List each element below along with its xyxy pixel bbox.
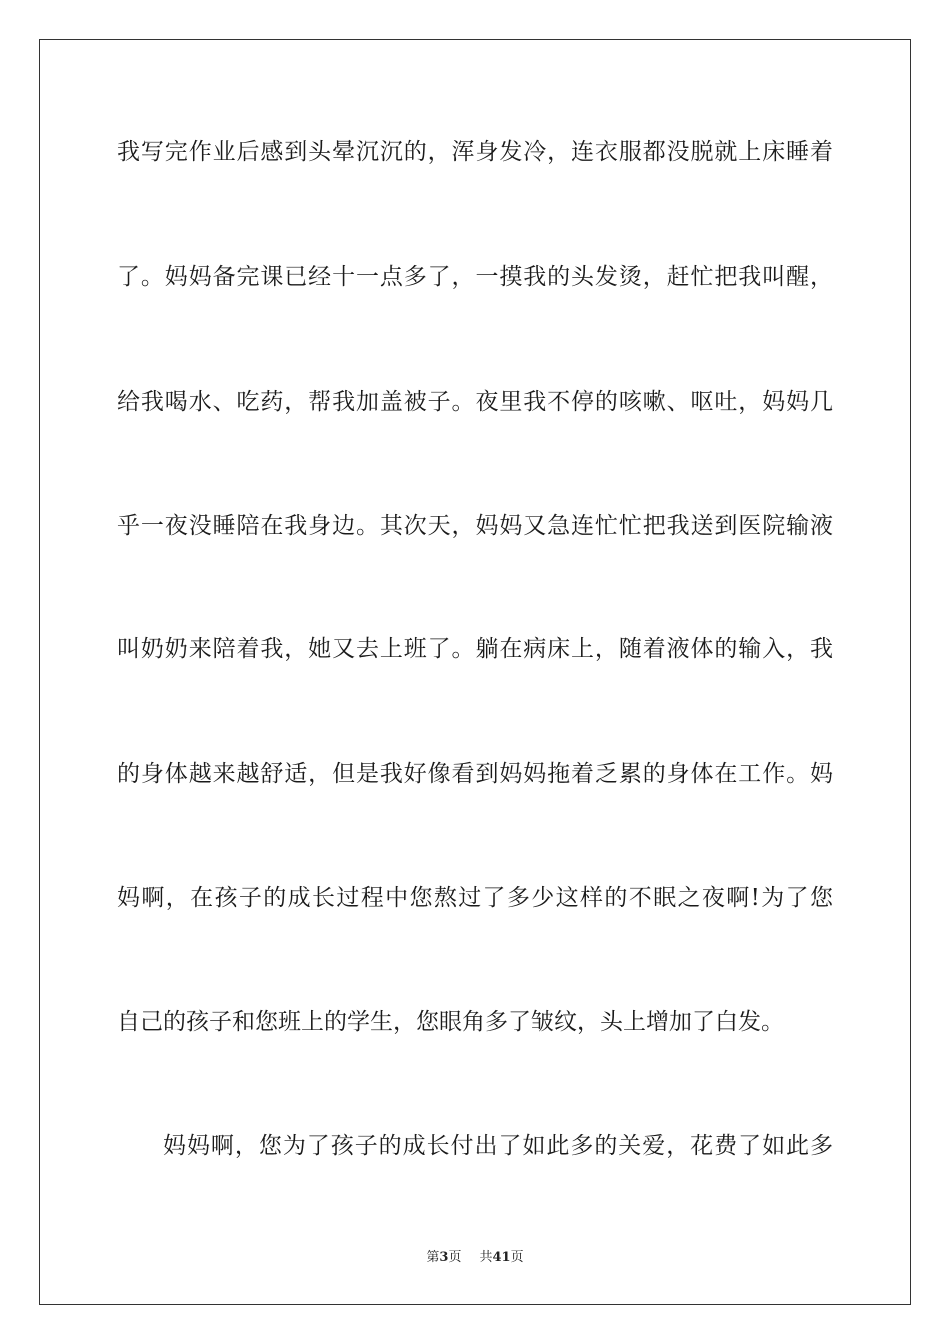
page-number: 3	[439, 1250, 449, 1265]
total-prefix: 共	[479, 1250, 493, 1265]
page-suffix: 页	[448, 1250, 462, 1265]
total-suffix: 页	[510, 1250, 524, 1265]
body-text-line-1: 我写完作业后感到头晕沉沉的，浑身发冷，连衣服都没脱就上床睡着	[117, 139, 833, 165]
page-border	[39, 39, 911, 1305]
page-footer	[0, 1249, 950, 1267]
body-text-line-6: 的身体越来越舒适，但是我好像看到妈妈拖着乏累的身体在工作。妈	[117, 761, 833, 787]
page-prefix: 第	[426, 1250, 440, 1265]
body-text-line-2: 了。妈妈备完课已经十一点多了，一摸我的头发烫，赶忙把我叫醒，	[117, 264, 833, 290]
body-text-line-5: 叫奶奶来陪着我，她又去上班了。躺在病床上，随着液体的输入，我	[117, 636, 833, 662]
total-pages: 41	[492, 1250, 511, 1265]
body-text-line-9-paragraph-start: 妈妈啊，您为了孩子的成长付出了如此多的关爱，花费了如此多	[163, 1133, 833, 1159]
body-text-line-8: 自己的孩子和您班上的学生，您眼角多了皱纹，头上增加了白发。	[117, 1009, 784, 1035]
body-text-line-3: 给我喝水、吃药，帮我加盖被子。夜里我不停的咳嗽、呕吐，妈妈几	[117, 389, 833, 415]
body-text-line-7: 妈啊，在孩子的成长过程中您熬过了多少这样的不眠之夜啊!为了您	[117, 885, 833, 911]
body-text-line-4: 乎一夜没睡陪在我身边。其次天，妈妈又急连忙忙把我送到医院输液	[117, 513, 833, 539]
